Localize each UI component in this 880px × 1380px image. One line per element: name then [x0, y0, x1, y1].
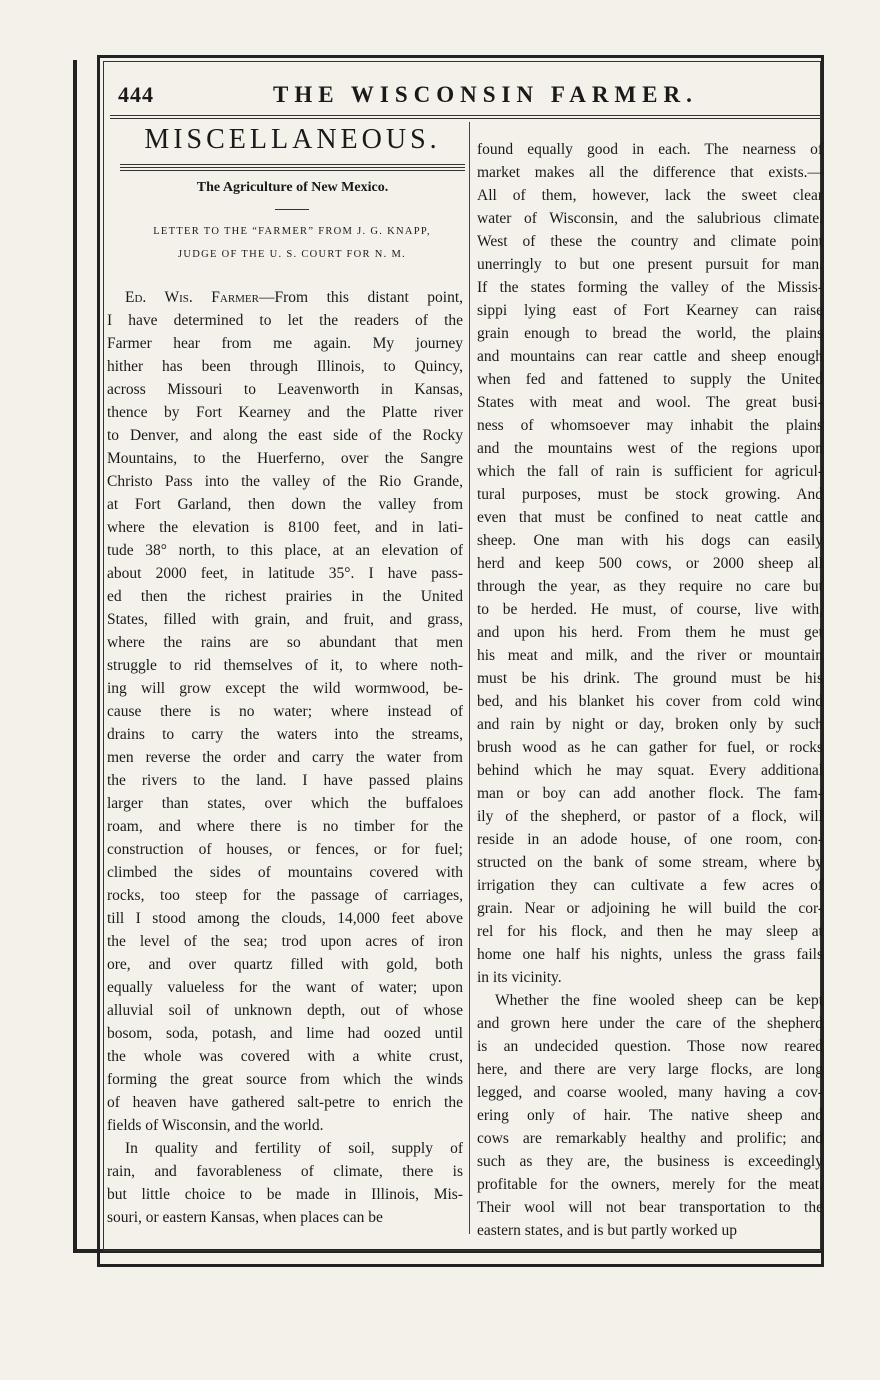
text-line: thence by Fort Kearney and the Platte river — [107, 404, 463, 421]
text-line: If the states forming the valley of the Missis- — [477, 279, 823, 296]
text-line: tural purposes, must be stock growing. And — [477, 486, 823, 503]
text-line: States with meat and wool. The great busi- — [477, 394, 823, 411]
text-line: must be his drink. The ground must be his — [477, 670, 823, 687]
text-line: forming the great source from which the winds — [107, 1071, 463, 1088]
text-line: found equally good in each. The nearness of — [477, 141, 823, 158]
text-line: the level of the sea; trod upon acres of iron — [107, 933, 463, 950]
text-line: market makes all the difference that exists.— — [477, 164, 823, 181]
title-rule — [275, 209, 309, 210]
text-line: reside in an adode house, of one room, con- — [477, 831, 823, 848]
text-line: where the elevation is 8100 feet, and in lati- — [107, 519, 463, 536]
text-line: construction of houses, or fences, or for fuel; — [107, 841, 463, 858]
text-line: the whole was covered with a white crust, — [107, 1048, 463, 1065]
section-heading: MISCELLANEOUS. — [144, 124, 441, 155]
text-line: climbed the sides of mountains covered with — [107, 864, 463, 881]
text-line: Farmer hear from me again. My journey — [107, 335, 463, 352]
text-line: roam, and where there is no timber for the — [107, 818, 463, 835]
section-rule-1 — [120, 164, 465, 165]
text-line: brush wood as he can gather for fuel, or rocks — [477, 739, 823, 756]
text-line: grain enough to bread the world, the plains — [477, 325, 823, 342]
text-line: Whether the fine wooled sheep can be kept — [495, 992, 823, 1009]
text-line: in its vicinity. — [477, 969, 562, 986]
section-rule-2 — [120, 167, 465, 168]
text-line: and mountains can rear cattle and sheep enough — [477, 348, 823, 365]
text-line: and rain by night or day, broken only by such — [477, 716, 823, 733]
text-line: such as they are, the business is exceedingly — [477, 1153, 823, 1170]
text-line: but little choice to be made in Illinois, Mis- — [107, 1186, 463, 1203]
text-line: to Denver, and along the east side of the Rocky — [107, 427, 463, 444]
text-line: ily of the shepherd, or pastor of a flock, will — [477, 808, 823, 825]
text-line: even that must be confined to neat cattle and — [477, 509, 823, 526]
text-line: West of these the country and climate point — [477, 233, 823, 250]
text-line: States, filled with grain, and fruit, and grass, — [107, 611, 463, 628]
text-line: bosom, soda, potash, and lime had oozed until — [107, 1025, 463, 1042]
article-subhead-line2: JUDGE OF THE U. S. COURT FOR N. M. — [177, 249, 407, 260]
text-line: about 2000 feet, in latitude 35°. I have pass- — [107, 565, 463, 582]
text-line: cause there is no water; where instead of — [107, 703, 463, 720]
text-line: home one half his nights, unless the grass fails — [477, 946, 823, 963]
text-line: I have determined to let the readers of the — [107, 312, 463, 329]
text-line: grain. Near or adjoining he will build the cor- — [477, 900, 823, 917]
left-column — [107, 286, 463, 1229]
text-line: when fed and fattened to supply the United — [477, 371, 823, 388]
text-line: Their wool will not bear transportation to the — [477, 1199, 823, 1216]
section-rule-3 — [120, 170, 465, 171]
text-line: across Missouri to Leavenworth in Kansas, — [107, 381, 463, 398]
text-line: at Fort Garland, then down the valley from — [107, 496, 463, 513]
text-line: sippi lying east of Fort Kearney can raise — [477, 302, 823, 319]
text-line: unerringly to but one present pursuit for man. — [477, 256, 823, 273]
text-line: water of Wisconsin, and the salubrious climate. — [477, 210, 823, 227]
text-line: In quality and fertility of soil, supply of — [125, 1140, 463, 1157]
text-line: irrigation they can cultivate a few acres of — [477, 877, 823, 894]
text-line: cows are remarkably healthy and prolific; and — [477, 1130, 823, 1147]
text-line: rel for his flock, and then he may sleep at — [477, 923, 823, 940]
text-line: ness of whomsoever may inhabit the plains — [477, 417, 823, 434]
text-line: Mountains, to the Huerferno, over the Sangre — [107, 450, 463, 467]
text-line: Christo Pass into the valley of the Rio Grande, — [107, 473, 463, 490]
text-line: and the mountains west of the regions upon — [477, 440, 823, 457]
text-line: and grown here under the care of the shepherd — [477, 1015, 823, 1032]
text-line: here, and there are very large flocks, are long — [477, 1061, 823, 1078]
page-number: 444 — [118, 82, 154, 107]
right-column — [477, 138, 823, 1242]
text-line: drains to carry the waters into the streams, — [107, 726, 463, 743]
column-divider — [469, 122, 470, 1234]
article-title: The Agriculture of New Mexico. — [196, 180, 389, 195]
text-line: ore, and over quartz filled with gold, both — [107, 956, 463, 973]
text-line: men reverse the order and carry the water from — [107, 749, 463, 766]
text-line: ed then the richest prairies in the United — [107, 588, 463, 605]
journal-title: THE WISCONSIN FARMER. — [273, 82, 698, 107]
text-line: rain, and favorableness of climate, there is — [107, 1163, 463, 1180]
text-line: tude 38° north, to this place, at an elevation of — [107, 542, 463, 559]
text-line: behind which he may squat. Every additional — [477, 762, 823, 779]
text-line: ing will grow except the wild wormwood, be- — [107, 680, 463, 697]
text-line: rocks, too steep for the passage of carriages, — [107, 887, 463, 904]
text-line: struggle to rid themselves of it, to where noth- — [107, 657, 463, 674]
text-line: where the rains are so abundant that men — [107, 634, 463, 651]
text-line: profitable for the owners, merely for the meat. — [477, 1176, 823, 1193]
header-rule-top — [110, 115, 822, 116]
text-line: larger than states, over which the buffaloes — [107, 795, 463, 812]
text-line: through the year, as they require no care but — [477, 578, 823, 595]
text-line: which the fall of rain is sufficient for agricul- — [477, 463, 823, 480]
text-line: bed, and his blanket his cover from cold wind — [477, 693, 823, 710]
text-line: sheep. One man with his dogs can easily — [477, 532, 823, 549]
text-line: is an undecided question. Those now reared — [477, 1038, 823, 1055]
text-line: structed on the bank of some stream, where by — [477, 854, 823, 871]
text-line: eastern states, and is but partly worked up — [477, 1222, 737, 1239]
text-line: All of them, however, lack the sweet clear — [477, 187, 823, 204]
text-line: till I stood among the clouds, 14,000 feet above — [107, 910, 463, 927]
text-line: herd and keep 500 cows, or 2000 sheep all — [477, 555, 823, 572]
text-line: hither has been through Illinois, to Quincy, — [107, 358, 463, 375]
text-line: legged, and coarse wooled, many having a cov- — [477, 1084, 823, 1101]
text-line: ering only of hair. The native sheep and — [477, 1107, 823, 1124]
header-rule-bottom — [110, 118, 822, 119]
text-line: of heaven have gathered salt-petre to enrich the — [107, 1094, 463, 1111]
text-line: souri, or eastern Kansas, when places can be — [107, 1209, 383, 1226]
article-subhead-line1: LETTER TO THE “FARMER” FROM J. G. KNAPP, — [153, 226, 431, 237]
text-line: to be herded. He must, of course, live with, — [477, 601, 823, 618]
text-line: equally valueless for the want of water; upon — [107, 979, 463, 996]
text-line: alluvial soil of unknown depth, out of whose — [107, 1002, 463, 1019]
running-head — [118, 82, 818, 112]
text-line: the rivers to the land. I have passed plains — [107, 772, 463, 789]
text-line: fields of Wisconsin, and the world. — [107, 1117, 324, 1134]
text-line: Ed. Wis. Farmer—From this distant point, — [125, 289, 463, 306]
salutation: Ed. Wis. Farmer — [125, 289, 259, 306]
text-line: and upon his herd. From them he must get — [477, 624, 823, 641]
text-line: man or boy can add another flock. The fam- — [477, 785, 823, 802]
page-border-shadow-left — [73, 60, 77, 1250]
text-line: his meat and milk, and the river or mountain — [477, 647, 823, 664]
